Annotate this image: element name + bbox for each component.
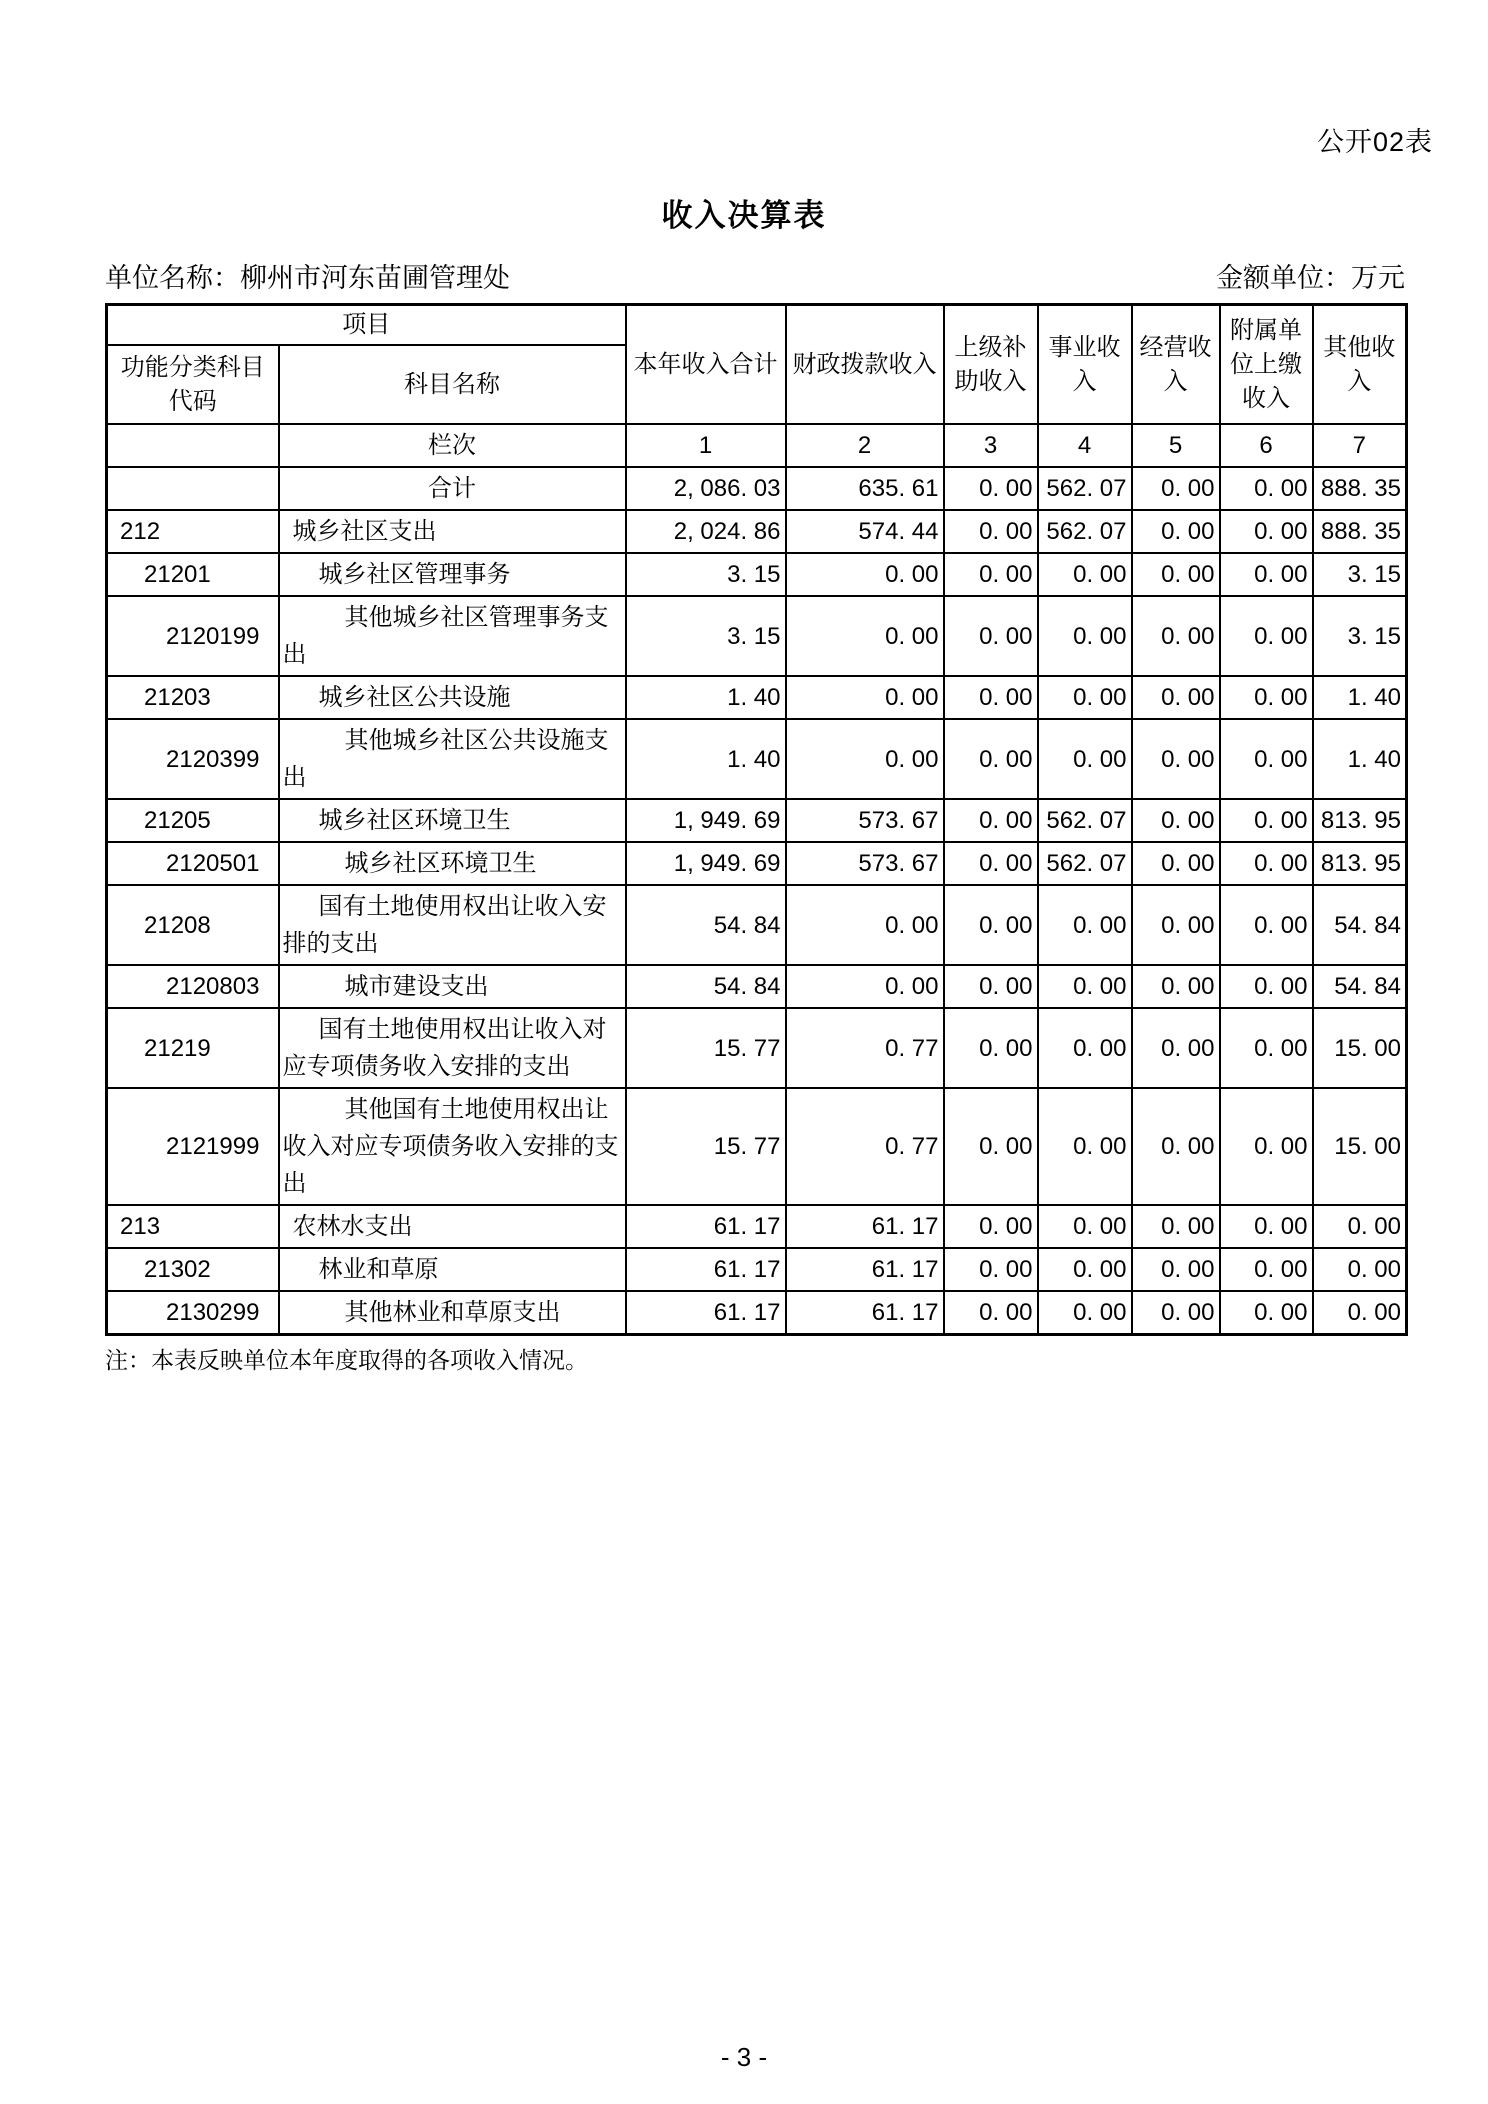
cell-value-col4: 0. 00 [1038, 1291, 1132, 1335]
cell-subject-name: 其他城乡社区公共设施支出 [279, 719, 626, 799]
cell-value-col4: 562. 07 [1038, 842, 1132, 885]
cell-value-col2: 61. 17 [786, 1291, 944, 1335]
cell-value-col1: 61. 17 [626, 1248, 786, 1291]
cell-value-col4: 562. 07 [1038, 467, 1132, 510]
header-commercial-income: 经营收入 [1132, 305, 1220, 425]
cell-value-col2: 0. 00 [786, 553, 944, 596]
cell-value-col1: 3. 15 [626, 553, 786, 596]
cell-value-col5: 0. 00 [1132, 676, 1220, 719]
cell-value-col6: 0. 00 [1220, 1248, 1313, 1291]
cell-subject-name: 城乡社区支出 [279, 510, 626, 553]
cell-function-code: 21302 [107, 1248, 279, 1291]
cell-value-col1: 54. 84 [626, 965, 786, 1008]
cell-value-col6: 0. 00 [1220, 719, 1313, 799]
cell-value-col4: 0. 00 [1038, 1248, 1132, 1291]
cell-value-col2: 0. 00 [786, 965, 944, 1008]
cell-value-col2: 61. 17 [786, 1248, 944, 1291]
cell-function-code: 2121999 [107, 1088, 279, 1205]
cell-subject-name: 国有土地使用权出让收入对应专项债务收入安排的支出 [279, 1008, 626, 1088]
cell-value-col7: 3. 15 [1313, 596, 1407, 676]
cell-function-code: 213 [107, 1205, 279, 1248]
cell-value-col7: 1. 40 [1313, 719, 1407, 799]
cell-value-col3: 0. 00 [944, 510, 1038, 553]
cell-value-col6: 0. 00 [1220, 596, 1313, 676]
cell-value-col6: 0. 00 [1220, 1205, 1313, 1248]
cell-value-col5: 0. 00 [1132, 510, 1220, 553]
cell-subject-name: 其他城乡社区管理事务支出 [279, 596, 626, 676]
page-title: 收入决算表 [661, 198, 827, 233]
table-row [107, 885, 1407, 965]
cell-value-col2: 0. 77 [786, 1088, 944, 1205]
cell-value-col7: 0. 00 [1313, 1248, 1407, 1291]
cell-subject-name: 林业和草原 [279, 1248, 626, 1291]
cell-value-col7: 15. 00 [1313, 1008, 1407, 1088]
cell-value-col4: 0. 00 [1038, 1205, 1132, 1248]
cell-function-code: 2120399 [107, 719, 279, 799]
table-row [107, 1008, 1407, 1088]
cell-value-col2: 0. 00 [786, 719, 944, 799]
cell-function-code: 2120501 [107, 842, 279, 885]
cell-value-col1: 2, 024. 86 [626, 510, 786, 553]
cell-value-col3: 0. 00 [944, 676, 1038, 719]
header-other-income: 其他收入 [1313, 305, 1407, 425]
cell-value-col7: 54. 84 [1313, 965, 1407, 1008]
table-area [105, 303, 1405, 1375]
cell-value-col1: 3. 15 [626, 596, 786, 676]
table-row [107, 510, 1407, 553]
cell-value-col5: 0. 00 [1132, 467, 1220, 510]
column-index-empty-cell [107, 424, 279, 467]
cell-value-col4: 0. 00 [1038, 596, 1132, 676]
cell-subject-name: 合计 [279, 467, 626, 510]
cell-value-col6: 0. 00 [1220, 1291, 1313, 1335]
header-row-project [107, 305, 1407, 346]
cell-value-col7: 813. 95 [1313, 842, 1407, 885]
cell-function-code [107, 467, 279, 510]
cell-value-col6: 0. 00 [1220, 553, 1313, 596]
cell-value-col3: 0. 00 [944, 1248, 1038, 1291]
cell-value-col1: 1. 40 [626, 676, 786, 719]
cell-value-col3: 0. 00 [944, 1008, 1038, 1088]
cell-subject-name: 城乡社区公共设施 [279, 676, 626, 719]
column-index-1: 1 [626, 424, 786, 467]
cell-subject-name: 国有土地使用权出让收入安排的支出 [279, 885, 626, 965]
cell-value-col3: 0. 00 [944, 1088, 1038, 1205]
cell-value-col2: 61. 17 [786, 1205, 944, 1248]
cell-value-col3: 0. 00 [944, 467, 1038, 510]
column-index-2: 2 [786, 424, 944, 467]
cell-value-col5: 0. 00 [1132, 553, 1220, 596]
cell-value-col5: 0. 00 [1132, 596, 1220, 676]
cell-value-col4: 562. 07 [1038, 799, 1132, 842]
cell-function-code: 21201 [107, 553, 279, 596]
cell-value-col2: 0. 00 [786, 885, 944, 965]
cell-value-col6: 0. 00 [1220, 510, 1313, 553]
cell-subject-name: 城市建设支出 [279, 965, 626, 1008]
cell-value-col5: 0. 00 [1132, 1088, 1220, 1205]
cell-function-code: 2120199 [107, 596, 279, 676]
income-table [105, 303, 1408, 1336]
header-superior-subsidy-income: 上级补助收入 [944, 305, 1038, 425]
cell-value-col5: 0. 00 [1132, 965, 1220, 1008]
table-body [107, 467, 1407, 1335]
cell-value-col2: 0. 77 [786, 1008, 944, 1088]
cell-value-col4: 0. 00 [1038, 719, 1132, 799]
cell-value-col5: 0. 00 [1132, 842, 1220, 885]
cell-value-col3: 0. 00 [944, 842, 1038, 885]
cell-value-col7: 888. 35 [1313, 467, 1407, 510]
cell-value-col2: 573. 67 [786, 799, 944, 842]
cell-value-col3: 0. 00 [944, 965, 1038, 1008]
cell-subject-name: 其他国有土地使用权出让收入对应专项债务收入安排的支出 [279, 1088, 626, 1205]
header-subject-name: 科目名称 [279, 345, 626, 424]
cell-function-code: 21208 [107, 885, 279, 965]
cell-function-code: 21205 [107, 799, 279, 842]
cell-value-col2: 574. 44 [786, 510, 944, 553]
cell-value-col7: 0. 00 [1313, 1205, 1407, 1248]
cell-value-col1: 1. 40 [626, 719, 786, 799]
cell-subject-name: 城乡社区环境卫生 [279, 799, 626, 842]
column-index-label: 栏次 [279, 424, 626, 467]
table-row [107, 553, 1407, 596]
cell-value-col2: 635. 61 [786, 467, 944, 510]
table-row [107, 676, 1407, 719]
cell-function-code: 2130299 [107, 1291, 279, 1335]
cell-subject-name: 城乡社区管理事务 [279, 553, 626, 596]
cell-value-col6: 0. 00 [1220, 676, 1313, 719]
header-project: 项目 [107, 305, 626, 346]
table-row [107, 1248, 1407, 1291]
cell-subject-name: 农林水支出 [279, 1205, 626, 1248]
cell-value-col4: 0. 00 [1038, 553, 1132, 596]
cell-value-col7: 1. 40 [1313, 676, 1407, 719]
cell-value-col3: 0. 00 [944, 885, 1038, 965]
table-row [107, 467, 1407, 510]
table-row [107, 965, 1407, 1008]
cell-value-col7: 54. 84 [1313, 885, 1407, 965]
header-operating-business-income: 事业收入 [1038, 305, 1132, 425]
header-total-income: 本年收入合计 [626, 305, 786, 425]
column-index-7: 7 [1313, 424, 1407, 467]
cell-value-col1: 2, 086. 03 [626, 467, 786, 510]
column-index-row [107, 424, 1407, 467]
cell-value-col2: 0. 00 [786, 596, 944, 676]
page-number: - 3 - [720, 2042, 768, 2072]
amount-unit: 金额单位：万元 [1216, 263, 1405, 293]
cell-value-col3: 0. 00 [944, 553, 1038, 596]
cell-value-col3: 0. 00 [944, 1205, 1038, 1248]
cell-value-col3: 0. 00 [944, 799, 1038, 842]
cell-value-col7: 813. 95 [1313, 799, 1407, 842]
table-row [107, 1088, 1407, 1205]
cell-value-col4: 0. 00 [1038, 965, 1132, 1008]
cell-value-col4: 0. 00 [1038, 1088, 1132, 1205]
header-affiliated-unit-income: 附属单位上缴收入 [1220, 305, 1313, 425]
cell-value-col4: 0. 00 [1038, 885, 1132, 965]
cell-subject-name: 城乡社区环境卫生 [279, 842, 626, 885]
table-row [107, 1291, 1407, 1335]
cell-value-col5: 0. 00 [1132, 719, 1220, 799]
cell-subject-name: 其他林业和草原支出 [279, 1291, 626, 1335]
header-function-code: 功能分类科目代码 [107, 345, 279, 424]
cell-value-col1: 15. 77 [626, 1088, 786, 1205]
cell-value-col5: 0. 00 [1132, 885, 1220, 965]
cell-value-col2: 0. 00 [786, 676, 944, 719]
header-fiscal-appropriation-income: 财政拨款收入 [786, 305, 944, 425]
cell-value-col1: 15. 77 [626, 1008, 786, 1088]
column-index-5: 5 [1132, 424, 1220, 467]
cell-value-col7: 0. 00 [1313, 1291, 1407, 1335]
cell-value-col6: 0. 00 [1220, 842, 1313, 885]
cell-value-col7: 15. 00 [1313, 1088, 1407, 1205]
cell-value-col2: 573. 67 [786, 842, 944, 885]
cell-value-col6: 0. 00 [1220, 799, 1313, 842]
cell-value-col3: 0. 00 [944, 1291, 1038, 1335]
cell-value-col5: 0. 00 [1132, 1008, 1220, 1088]
cell-value-col5: 0. 00 [1132, 1205, 1220, 1248]
cell-value-col6: 0. 00 [1220, 1088, 1313, 1205]
cell-value-col4: 562. 07 [1038, 510, 1132, 553]
table-row [107, 842, 1407, 885]
table-note: 注：本表反映单位本年度取得的各项收入情况。 [105, 1347, 588, 1373]
cell-value-col5: 0. 00 [1132, 1248, 1220, 1291]
cell-value-col6: 0. 00 [1220, 965, 1313, 1008]
cell-value-col3: 0. 00 [944, 719, 1038, 799]
meta-row [105, 256, 1405, 295]
cell-value-col1: 1, 949. 69 [626, 799, 786, 842]
cell-function-code: 21219 [107, 1008, 279, 1088]
column-index-3: 3 [944, 424, 1038, 467]
cell-value-col1: 54. 84 [626, 885, 786, 965]
column-index-4: 4 [1038, 424, 1132, 467]
cell-value-col1: 61. 17 [626, 1205, 786, 1248]
table-row [107, 799, 1407, 842]
cell-value-col7: 3. 15 [1313, 553, 1407, 596]
cell-value-col6: 0. 00 [1220, 885, 1313, 965]
cell-value-col4: 0. 00 [1038, 676, 1132, 719]
unit-name: 单位名称：柳州市河东苗圃管理处 [105, 263, 510, 293]
table-row [107, 596, 1407, 676]
cell-value-col5: 0. 00 [1132, 799, 1220, 842]
cell-value-col6: 0. 00 [1220, 1008, 1313, 1088]
column-index-6: 6 [1220, 424, 1313, 467]
cell-function-code: 212 [107, 510, 279, 553]
cell-value-col3: 0. 00 [944, 596, 1038, 676]
cell-value-col6: 0. 00 [1220, 467, 1313, 510]
cell-value-col1: 61. 17 [626, 1291, 786, 1335]
corner-label: 公开02表 [1316, 127, 1433, 157]
cell-function-code: 21203 [107, 676, 279, 719]
cell-value-col1: 1, 949. 69 [626, 842, 786, 885]
cell-function-code: 2120803 [107, 965, 279, 1008]
cell-value-col7: 888. 35 [1313, 510, 1407, 553]
cell-value-col4: 0. 00 [1038, 1008, 1132, 1088]
table-row [107, 719, 1407, 799]
table-row [107, 1205, 1407, 1248]
cell-value-col5: 0. 00 [1132, 1291, 1220, 1335]
